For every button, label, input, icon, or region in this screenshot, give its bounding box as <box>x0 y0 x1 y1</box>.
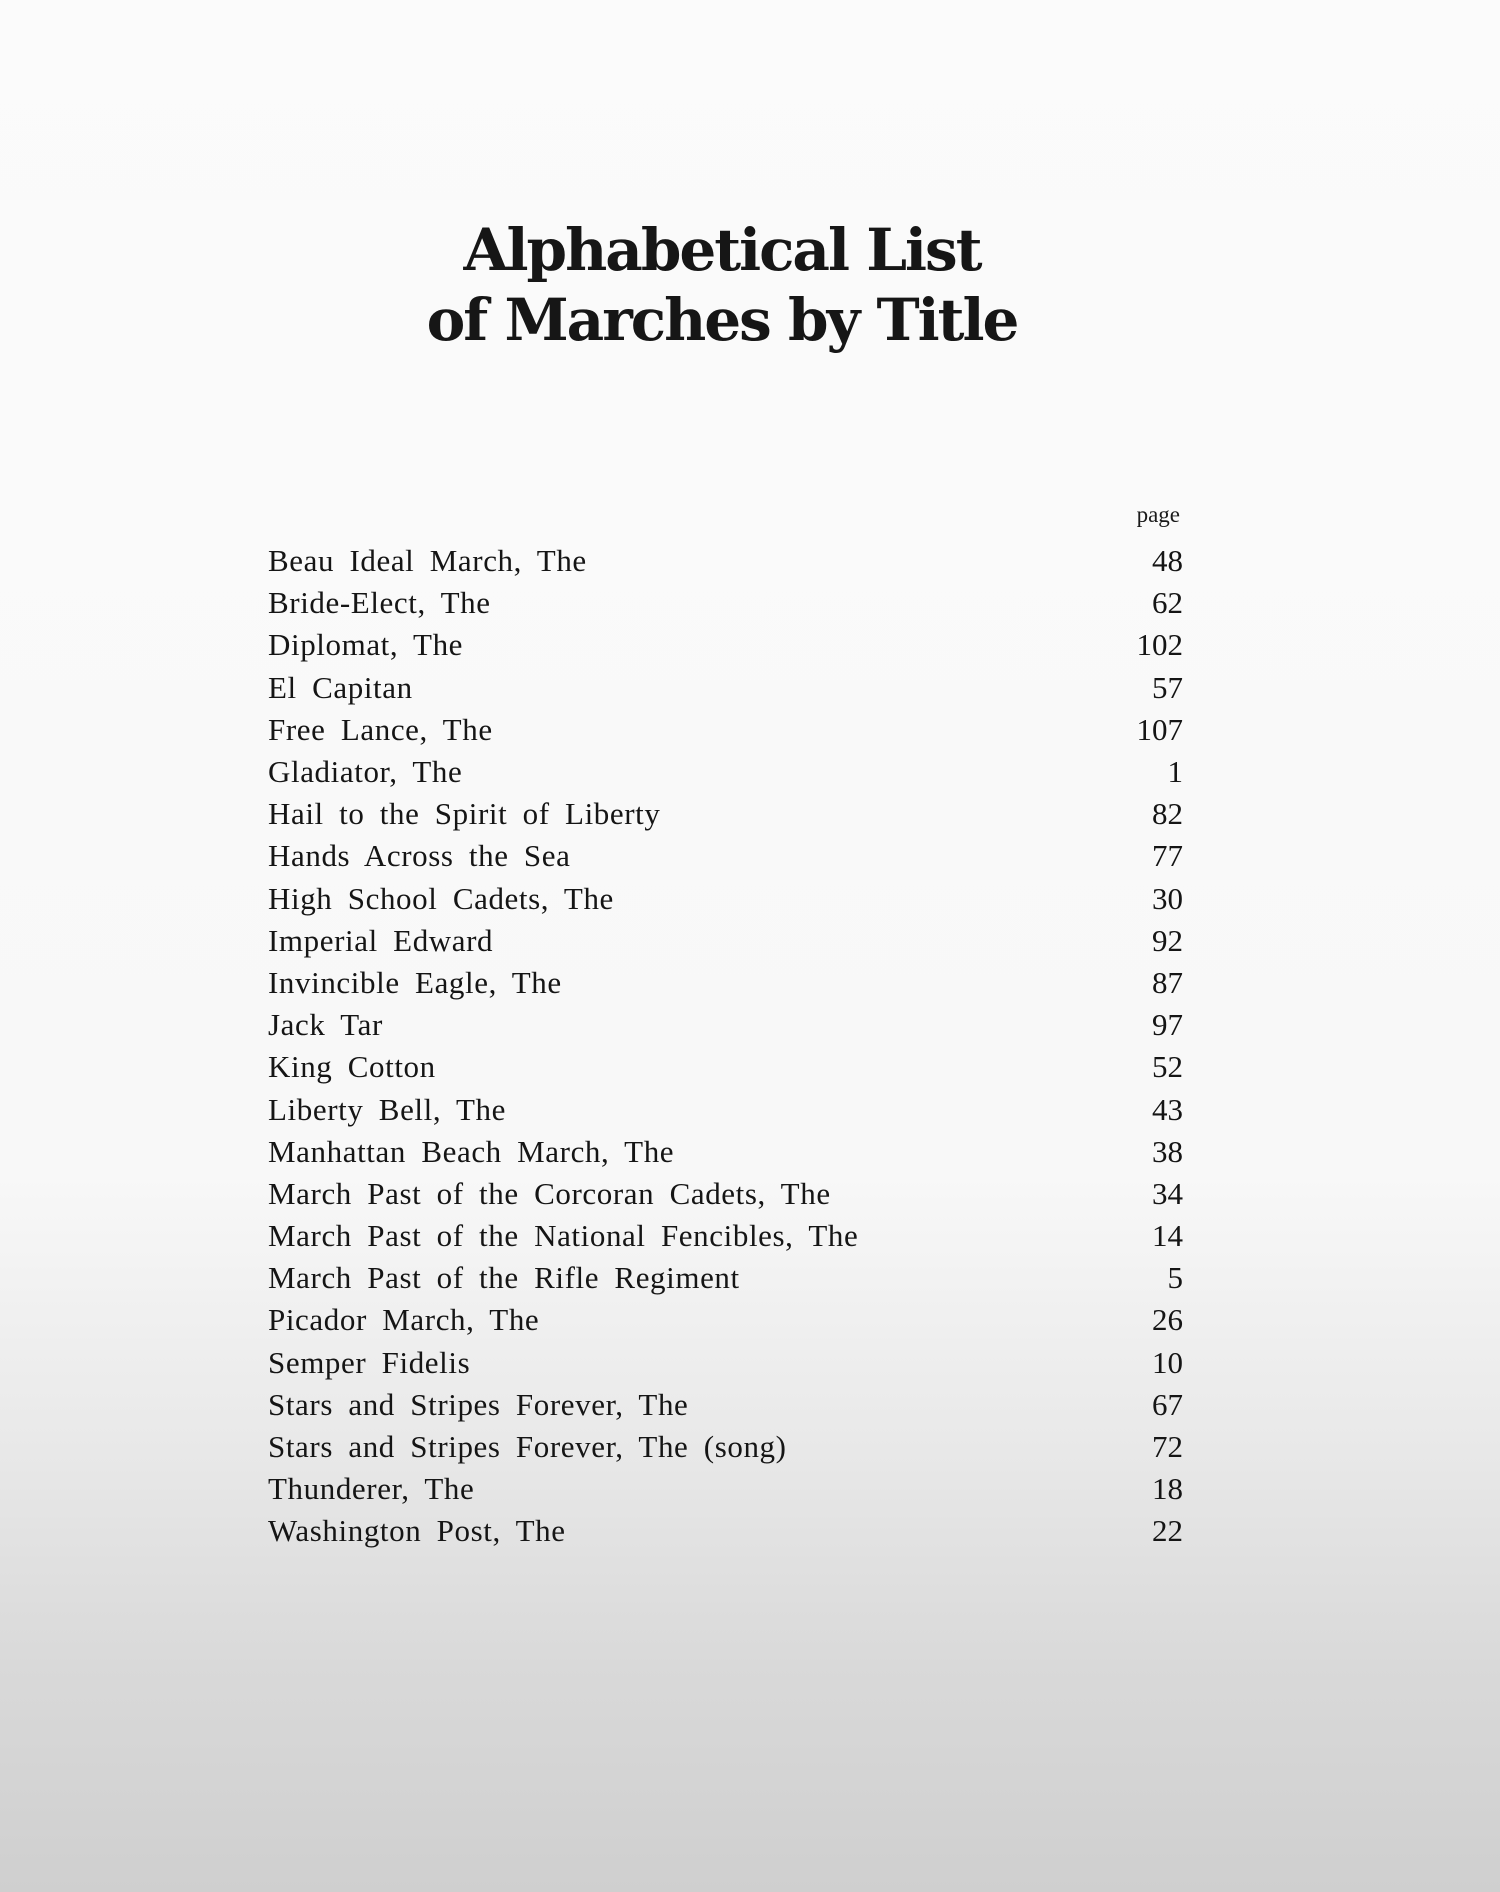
page-number: 97 <box>1152 1007 1183 1043</box>
march-title: Picador March, The <box>268 1302 540 1338</box>
march-title: Invincible Eagle, The <box>268 964 562 1000</box>
march-title: March Past of the Corcoran Cadets, The <box>268 1175 831 1211</box>
page-number: 14 <box>1152 1218 1183 1254</box>
march-title: Hands Across the Sea <box>268 838 571 874</box>
page-number: 18 <box>1152 1471 1183 1507</box>
march-title: Thunderer, The <box>268 1471 475 1507</box>
march-title: March Past of the National Fencibles, The <box>268 1218 859 1254</box>
list-item <box>268 920 1183 962</box>
march-title: Semper Fidelis <box>268 1344 471 1380</box>
page-number: 43 <box>1152 1091 1183 1127</box>
march-title: High School Cadets, The <box>268 880 614 916</box>
page-number: 102 <box>1136 627 1183 663</box>
page-number: 72 <box>1152 1429 1183 1465</box>
march-title: Liberty Bell, The <box>268 1091 506 1127</box>
page-number: 52 <box>1152 1049 1183 1085</box>
march-title: Manhattan Beach March, The <box>268 1133 675 1169</box>
list-item <box>268 878 1183 920</box>
list-item <box>268 624 1183 666</box>
list-item <box>268 1468 1183 1510</box>
page-number: 62 <box>1152 585 1183 621</box>
page-number: 82 <box>1152 796 1183 832</box>
list-item <box>268 835 1183 877</box>
march-title: El Capitan <box>268 669 413 705</box>
page-number: 87 <box>1152 964 1183 1000</box>
list-item <box>268 582 1183 624</box>
page-number: 92 <box>1152 922 1183 958</box>
page-number: 10 <box>1152 1344 1183 1380</box>
page-number: 67 <box>1152 1386 1183 1422</box>
page-number: 5 <box>1167 1260 1183 1296</box>
page-number: 48 <box>1152 543 1183 579</box>
list-item <box>268 962 1183 1004</box>
march-title: Washington Post, The <box>268 1513 566 1549</box>
march-title: Hail to the Spirit of Liberty <box>268 796 661 832</box>
page-title <box>0 215 1444 355</box>
march-title: March Past of the Rifle Regiment <box>268 1260 740 1296</box>
list-item <box>268 1257 1183 1299</box>
list-item <box>268 1046 1183 1088</box>
list-item <box>268 751 1183 793</box>
list-item <box>268 1215 1183 1257</box>
list-item <box>268 1426 1183 1468</box>
march-title: Stars and Stripes Forever, The (song) <box>268 1429 787 1465</box>
page-number: 77 <box>1152 838 1183 874</box>
march-title: Imperial Edward <box>268 922 494 958</box>
title-line-1: Alphabetical List <box>463 216 981 284</box>
list-item <box>268 1384 1183 1426</box>
list-item <box>268 1088 1183 1130</box>
march-title: Stars and Stripes Forever, The <box>268 1386 689 1422</box>
list-item <box>268 1004 1183 1046</box>
march-list <box>268 540 1183 1553</box>
march-title: Free Lance, The <box>268 711 493 747</box>
page-column-header: page <box>1136 502 1180 527</box>
list-item <box>268 1299 1183 1341</box>
march-title: Gladiator, The <box>268 754 463 790</box>
page-number: 22 <box>1152 1513 1183 1549</box>
page-number: 57 <box>1152 669 1183 705</box>
list-item <box>268 540 1183 582</box>
list-item <box>268 1131 1183 1173</box>
list-item <box>268 793 1183 835</box>
page-number: 38 <box>1152 1133 1183 1169</box>
march-title: Beau Ideal March, The <box>268 543 587 579</box>
march-title: King Cotton <box>268 1049 436 1085</box>
march-title: Jack Tar <box>268 1007 383 1043</box>
page-number: 26 <box>1152 1302 1183 1338</box>
page-number: 1 <box>1167 754 1183 790</box>
list-item <box>268 667 1183 709</box>
list-item <box>268 1510 1183 1552</box>
page-number: 107 <box>1136 711 1183 747</box>
list-item <box>268 1173 1183 1215</box>
list-item <box>268 1342 1183 1384</box>
list-item <box>268 709 1183 751</box>
march-title: Bride-Elect, The <box>268 585 491 621</box>
march-title: Diplomat, The <box>268 627 464 663</box>
title-line-2: of Marches by Title <box>426 286 1018 354</box>
page-number: 30 <box>1152 880 1183 916</box>
page-number: 34 <box>1152 1175 1183 1211</box>
